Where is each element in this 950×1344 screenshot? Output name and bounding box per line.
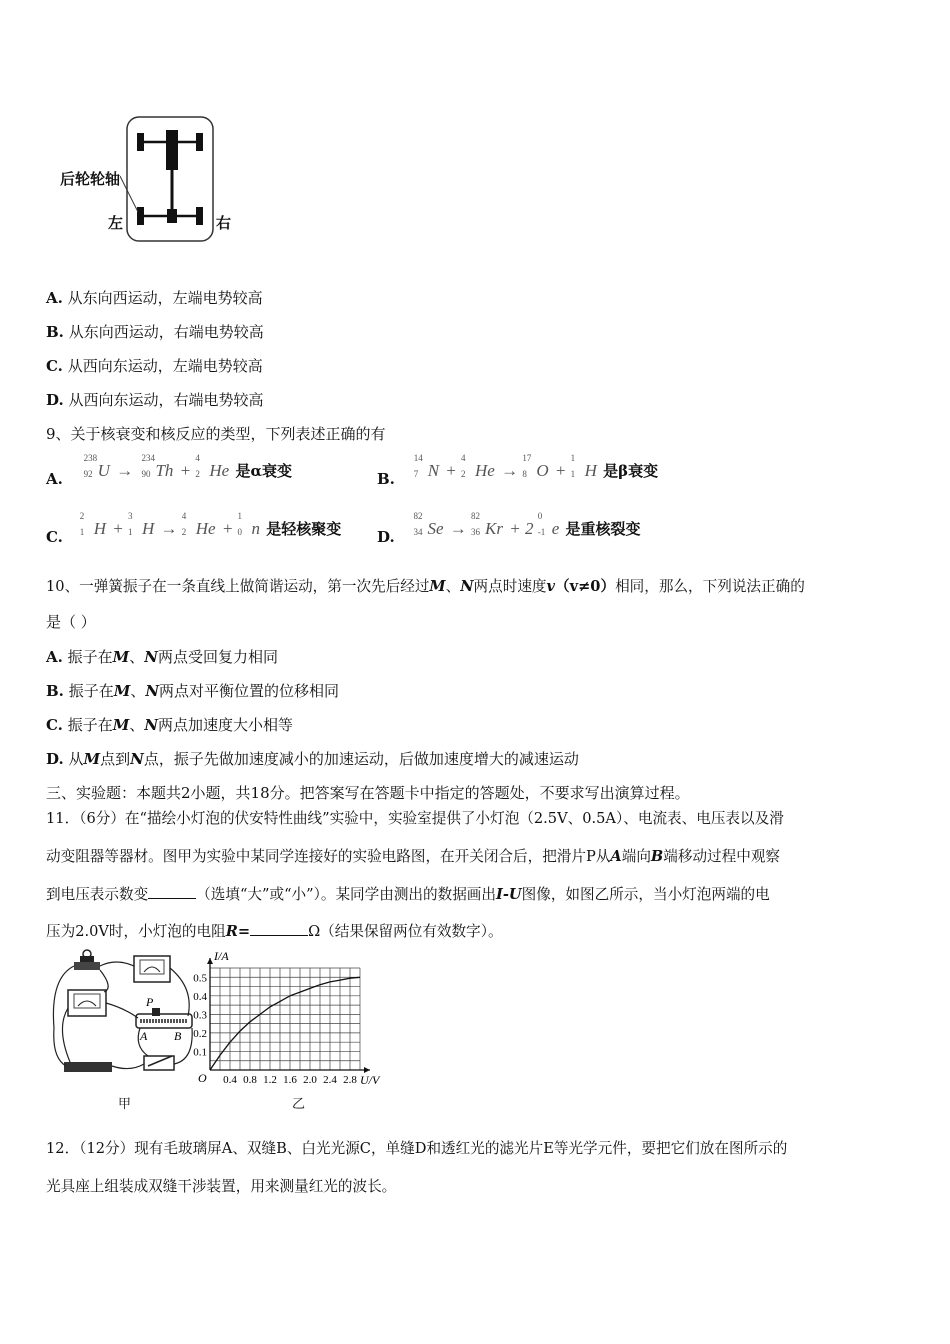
label-b: B <box>174 1029 182 1043</box>
x-tick-label: 1.6 <box>283 1074 297 1086</box>
q10-stem-line2: 是（ ） <box>46 613 96 631</box>
q8-option-b: B. 从东向西运动，右端电势较高 <box>46 323 264 341</box>
x-tick-label: 2.0 <box>303 1074 317 1086</box>
q10-option-d: D. 从M点到N点，振子先做加速度减小的加速运动，后做加速度增大的减速运动 <box>46 750 579 768</box>
iu-graph <box>188 948 398 1096</box>
q12-line1: 12．（12分）现有毛玻璃屏A、双缝B、白光光源C，单缝D和透红光的滤光片E等光学元件，要把它们放在图所示的 <box>46 1140 788 1157</box>
y-axis-label: I/A <box>214 949 229 963</box>
axle-diagram <box>120 112 220 244</box>
x-tick-label: 1.2 <box>263 1074 277 1086</box>
right-label: 右 <box>216 214 232 232</box>
answer-blank-2[interactable] <box>250 921 308 936</box>
formula-fission: 82 34 Se → 82 36 Kr + 2 0 -1 e <box>413 511 560 538</box>
origin-label: O <box>198 1071 207 1085</box>
q9-option-c: C. 2 1 H + 3 1 H → 4 2 He + 1 0 n 是轻核聚变 <box>46 511 342 546</box>
q8-option-d: D. 从西向东运动，右端电势较高 <box>46 391 264 409</box>
caption-jia: 甲 <box>118 1097 132 1112</box>
q12-line2: 光具座上组装成双缝干涉装置，用来测量红光的波长。 <box>46 1178 397 1195</box>
answer-blank-1[interactable] <box>148 884 196 899</box>
label-a: A <box>140 1029 148 1043</box>
q10-option-c: C. 振子在M、N两点加速度大小相等 <box>46 716 294 734</box>
q11-line3: 到电压表示数变 （选填“大”或“小”）。某同学由测出的数据画出I-U图像，如图乙所示，当小灯泡两端的电 <box>46 886 770 903</box>
q8-option-a: A. 从东向西运动，左端电势较高 <box>46 289 263 307</box>
x-tick-label: 0.4 <box>223 1074 237 1086</box>
q10-option-b: B. 振子在M、N两点对平衡位置的位移相同 <box>46 682 340 700</box>
axle-label: 后轮轮轴 <box>60 170 121 188</box>
label-p: P <box>146 995 154 1009</box>
caption-yi: 乙 <box>292 1097 306 1112</box>
q9-option-a: A. 238 92 U → 234 90 Th + 4 2 He 是α衰变 <box>46 453 293 488</box>
q9-option-b: B. 14 7 N + 4 2 He → 17 8 O + 1 1 H 是β衰变 <box>377 453 659 488</box>
q10-option-a: A. 振子在M、N两点受回复力相同 <box>46 648 279 666</box>
y-tick-label: 0.3 <box>193 1009 207 1022</box>
q8-option-c: C. 从西向东运动，左端电势较高 <box>46 357 263 375</box>
q11-line4: 压为2.0V时，小灯泡的电阻R= Ω（结果保留两位有效数字）。 <box>46 923 503 940</box>
left-label: 左 <box>108 214 124 232</box>
y-axis-arrow <box>207 958 213 964</box>
q10-stem-line1: 10、一弹簧振子在一条直线上做简谐运动，第一次先后经过M、N两点时速度v（v≠0）相同，那么，下列说法正确的 <box>46 578 805 595</box>
q11-line2: 动变阻器等器材。图甲为实验中某同学连接好的实验电路图，在开关闭合后，把滑片P从A端向B端移动过程中观察 <box>46 848 781 865</box>
formula-beta: 14 7 N + 4 2 He → 17 8 O + 1 1 H <box>413 453 597 480</box>
formula-fusion: 2 1 H + 3 1 H → 4 2 He + 1 0 n <box>79 511 261 538</box>
y-tick-label: 0.1 <box>193 1046 207 1059</box>
y-tick-label: 0.5 <box>193 972 207 985</box>
section3-heading: 三、实验题：本题共2小题，共18分。把答案写在答题卡中指定的答题处，不要求写出演算过程。 <box>46 784 690 802</box>
x-tick-label: 0.8 <box>243 1074 257 1086</box>
x-axis-label: U/V <box>360 1073 380 1087</box>
x-tick-label: 2.8 <box>343 1074 357 1086</box>
q11-line1: 11．（6分）在“描绘小灯泡的伏安特性曲线”实验中，实验室提供了小灯泡（2.5V、0.5A）、电流表、电压表以及滑 <box>46 810 784 827</box>
y-tick-label: 0.4 <box>193 990 207 1003</box>
q9-option-d: D. 82 34 Se → 82 36 Kr + 2 0 -1 e 是重核裂变 <box>377 511 641 546</box>
y-tick-label: 0.2 <box>193 1027 207 1040</box>
x-tick-label: 2.4 <box>323 1074 337 1086</box>
formula-alpha-decay: 238 92 U → 234 90 Th + 4 2 He <box>83 453 230 480</box>
q9-stem: 9、关于核衰变和核反应的类型，下列表述正确的有 <box>46 425 386 443</box>
